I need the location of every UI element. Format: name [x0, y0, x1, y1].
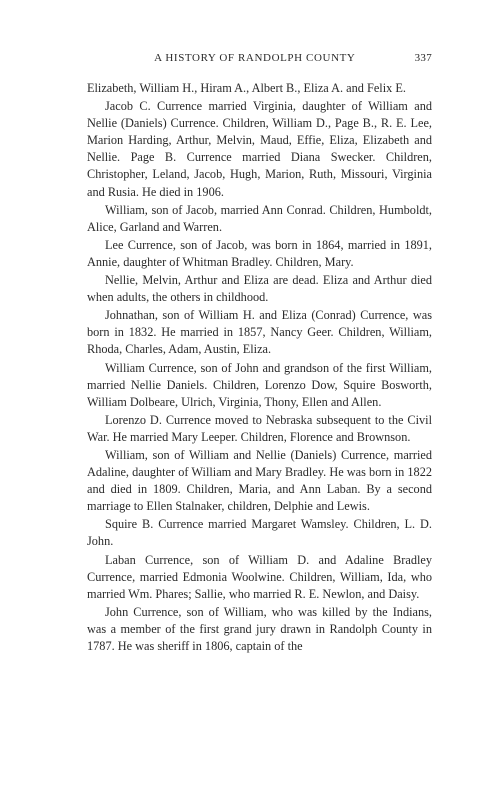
paragraph: Lee Currence, son of Jacob, was born in 1864, married in 1891, Annie, daughter of Whitman Bradley. Children, Mary. — [87, 237, 432, 269]
paragraph: William Currence, son of John and grandson of the first William, married Nellie Daniels. Children, Lorenzo Dow, Squire Bosworth, William Dolbeare, Ulrich, Virginia, Thony, Ellen and Allen. — [87, 360, 432, 409]
paragraph: Nellie, Melvin, Arthur and Eliza are dead. Eliza and Arthur died when adults, the others in childhood. — [87, 273, 432, 305]
page-number: 337 — [414, 52, 432, 64]
book-page — [87, 52, 432, 655]
running-header — [87, 52, 432, 70]
paragraph: William, son of Jacob, married Ann Conrad. Children, Humboldt, Alice, Garland and Warren. — [87, 202, 432, 234]
paragraph: John Currence, son of William, who was killed by the Indians, was a member of the first grand jury drawn in Randolph County in 1787. He was sheriff in 1806, captain of the — [87, 604, 432, 653]
paragraph: Jacob C. Currence married Virginia, daughter of William and Nellie (Daniels) Currence. Children, William D., Page B., R. E. Lee, Marion Harding, Arthur, Melvin, Maud, Effie, Eliza, Elizabeth and Nellie. Page B. Currence married Diana Swecker. Children, Christopher, Leland, Jacob, Hugh, Marion, Ruth, Missouri, Virginia and Rusia. He died in 1906. — [87, 99, 432, 199]
paragraph: Squire B. Currence married Margaret Wamsley. Children, L. D. John. — [87, 517, 432, 549]
body-text — [87, 80, 432, 655]
paragraph: Laban Currence, son of William D. and Adaline Bradley Currence, married Edmonia Woolwine. Children, William, Ida, who married Wm. Phares; Sallie, who married R. E. Newlon, and Daisy. — [87, 552, 432, 601]
paragraph-continuation: Elizabeth, William H., Hiram A., Albert B., Eliza A. and Felix E. — [87, 81, 406, 95]
paragraph: Lorenzo D. Currence moved to Nebraska subsequent to the Civil War. He married Mary Leeper. Children, Florence and Brownson. — [87, 412, 432, 444]
paragraph: Johnathan, son of William H. and Eliza (Conrad) Currence, was born in 1832. He married in 1857, Nancy Geer. Children, William, Rhoda, Charles, Adam, Austin, Eliza. — [87, 308, 432, 357]
paragraph: William, son of William and Nellie (Daniels) Currence, married Adaline, daughter of William and Mary Bradley. He was born in 1822 and died in 1809. Children, Maria, and Ann Laban. By a second marriage to Ellen Stalnaker, children, Delphie and Lewis. — [87, 447, 432, 514]
running-title: A HISTORY OF RANDOLPH COUNTY — [154, 52, 356, 64]
